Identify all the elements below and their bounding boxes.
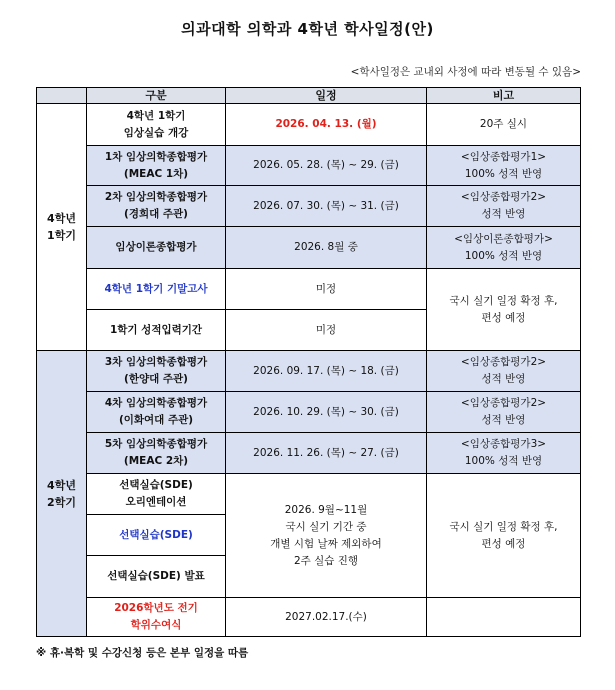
- table-row: [37, 104, 581, 146]
- row-item: 선택실습(SDE) 발표: [87, 556, 226, 598]
- row-remark: 국시 실기 일정 확정 후, 편성 예정: [427, 474, 581, 598]
- row-item: 2026학년도 전기 학위수여식: [87, 598, 226, 637]
- header-category: 구분: [87, 88, 226, 104]
- row-remark: <임상종합평가2> 성적 반영: [427, 351, 581, 392]
- row-date: 미정: [226, 310, 427, 351]
- row-date: 2026. 04. 13. (월): [226, 104, 427, 146]
- row-remark: <임상종합평가2> 성적 반영: [427, 392, 581, 433]
- row-item: 임상이론종합평가: [87, 227, 226, 269]
- row-item: 4학년 1학기 기말고사: [87, 269, 226, 310]
- table-row: [37, 351, 581, 392]
- row-date: 미정: [226, 269, 427, 310]
- table-row: [37, 146, 581, 186]
- row-remark: <임상종합평가2> 성적 반영: [427, 186, 581, 227]
- row-remark: [427, 598, 581, 637]
- row-date: 2026. 05. 28. (목) ~ 29. (금): [226, 146, 427, 186]
- page-title: 의과대학 의학과 4학년 학사일정(안): [181, 20, 434, 38]
- row-remark: 국시 실기 일정 확정 후, 편성 예정: [427, 269, 581, 351]
- table-row: [37, 186, 581, 227]
- row-item: 4차 임상의학종합평가 (이화여대 주관): [87, 392, 226, 433]
- row-item: 2차 임상의학종합평가 (경희대 주관): [87, 186, 226, 227]
- semester2-label: 4학년 2학기: [37, 351, 87, 637]
- header-schedule: 일정: [226, 88, 427, 104]
- table-header-row: [37, 88, 581, 104]
- table-row: [37, 392, 581, 433]
- schedule-table: [36, 87, 581, 637]
- table-row: [37, 269, 581, 310]
- row-date: 2026. 10. 29. (목) ~ 30. (금): [226, 392, 427, 433]
- table-row: [37, 474, 581, 515]
- row-item: 4학년 1학기 임상실습 개강: [87, 104, 226, 146]
- semester1-label: 4학년 1학기: [37, 104, 87, 351]
- row-date: 2026. 9월~11월 국시 실기 기간 중 개별 시험 날짜 제외하여 2주 실습 진행: [226, 474, 427, 598]
- header-blank: [37, 88, 87, 104]
- row-date: 2026. 11. 26. (목) ~ 27. (금): [226, 433, 427, 474]
- footnote: ※ 휴·복학 및 수강신청 등은 본부 일정을 따름: [36, 647, 249, 659]
- row-item: 1차 임상의학종합평가 (MEAC 1차): [87, 146, 226, 186]
- row-remark: <임상종합평가3> 100% 성적 반영: [427, 433, 581, 474]
- row-item: 선택실습(SDE): [87, 515, 226, 556]
- row-item: 선택실습(SDE) 오리엔테이션: [87, 474, 226, 515]
- header-remarks: 비고: [427, 88, 581, 104]
- row-remark: <임상이론종합평가> 100% 성적 반영: [427, 227, 581, 269]
- row-remark: <임상종합평가1> 100% 성적 반영: [427, 146, 581, 186]
- row-date: 2026. 8월 중: [226, 227, 427, 269]
- row-item: 5차 임상의학종합평가 (MEAC 2차): [87, 433, 226, 474]
- row-remark: 20주 실시: [427, 104, 581, 146]
- row-date: 2026. 07. 30. (목) ~ 31. (금): [226, 186, 427, 227]
- row-item: 1학기 성적입력기간: [87, 310, 226, 351]
- row-item: 3차 임상의학종합평가 (한양대 주관): [87, 351, 226, 392]
- table-row: [37, 598, 581, 637]
- table-row: [37, 433, 581, 474]
- row-date: 2027.02.17.(수): [226, 598, 427, 637]
- row-date: 2026. 09. 17. (목) ~ 18. (금): [226, 351, 427, 392]
- schedule-disclaimer: <학사일정은 교내외 사정에 따라 변동될 수 있음>: [350, 66, 581, 78]
- table-row: [37, 227, 581, 269]
